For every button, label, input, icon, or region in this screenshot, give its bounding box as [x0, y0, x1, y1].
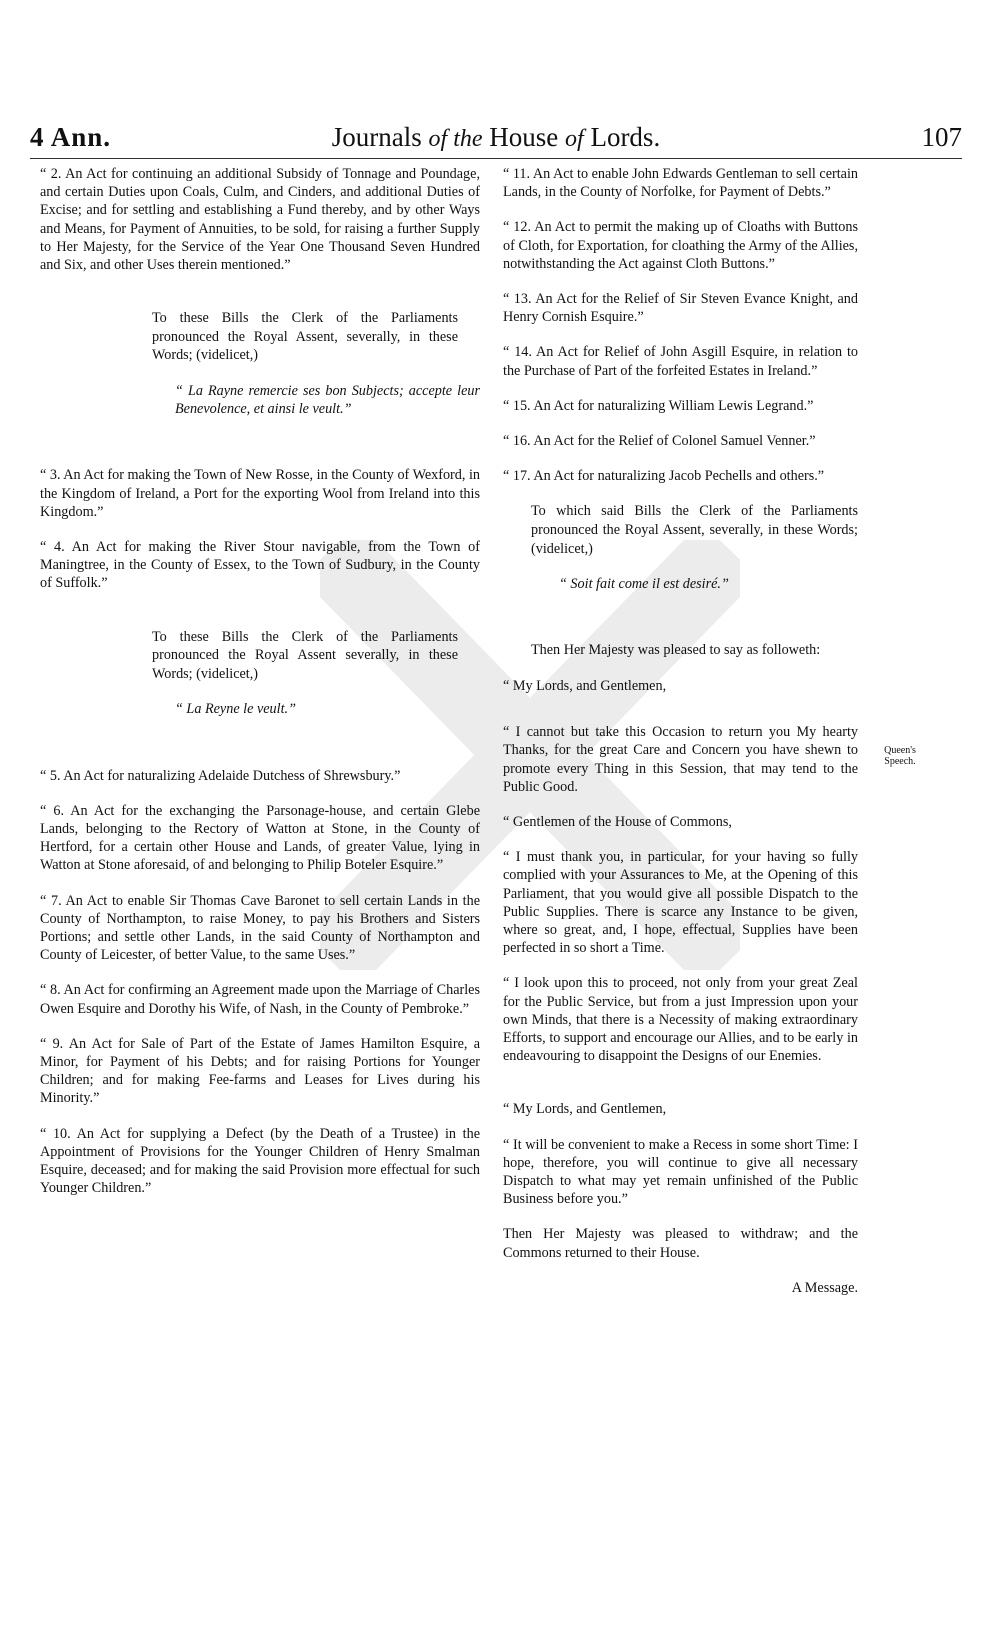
royal-assent-formula-2: “ La Reyne le veult.” [175, 701, 296, 718]
catchword: A Message. [791, 1279, 858, 1296]
title-of: of [565, 126, 584, 152]
act-4: “ 4. An Act for making the River Stour navigable, from the Town of Maningtree, in the County of Essex, to the Town of Sudbury, in the County of Suffolk.” [40, 539, 480, 592]
royal-assent-note-2: To these Bills the Clerk of the Parliaments pronounced the Royal Assent severally, in these Words; (videlicet,) [152, 628, 458, 682]
title-journals: Journals [331, 122, 422, 152]
majesty-speaks: Then Her Majesty was pleased to say as followeth: [531, 642, 821, 659]
address-lords-1: “ My Lords, and Gentlemen, [503, 678, 667, 695]
act-2: “ 2. An Act for continuing an additional Subsidy of Tonnage and Poundage, and certain Duties upon Coals, Culm, and Cinders, and additional Duties of Excise; and for settling and establishing a Fund thereby, and by other Ways and Means, for Payment of Annuities, to be sold, for raising a further Supply to Her Majesty, for the Service of the Year One Thousand Seven Hundred and Six, and other Uses therein mentioned.” [40, 166, 480, 274]
page-number: 107 [921, 122, 962, 152]
royal-assent-note-3: To which said Bills the Clerk of the Parliaments pronounced the Royal Assent, severally, in these Words; (videlicet,) [531, 503, 858, 557]
margin-note-queens-speech: Queen's Speech. [884, 745, 916, 767]
regnal-year: 4 Ann. [30, 122, 112, 152]
address-lords-2: “ My Lords, and Gentlemen, [503, 1101, 667, 1118]
act-7: “ 7. An Act to enable Sir Thomas Cave Baronet to sell certain Lands in the County of Northampton, to raise Money, to pay his Brothers and Sisters Portions; and settle other Lands, in the said County of Northampton and County of Leicester, of better Value, to the same Uses.” [40, 892, 480, 964]
title-house: House [489, 122, 559, 152]
speech-paragraph-1: “ I cannot but take this Occasion to return you My hearty Thanks, for the great Care and Concern you have shewn to promote every Thing in this Session, that may tend to the Public Good. [503, 724, 858, 795]
act-16: “ 16. An Act for the Relief of Colonel Samuel Venner.” [503, 433, 816, 450]
royal-assent-formula-1: “ La Rayne remercie ses bon Subjects; accepte leur Benevolence, et ainsi le veult.” [175, 383, 480, 418]
act-17: “ 17. An Act for naturalizing Jacob Pechells and others.” [503, 468, 825, 485]
title-lords: Lords. [590, 122, 661, 152]
header-rule [30, 158, 962, 159]
page-header [30, 122, 962, 162]
act-5: “ 5. An Act for naturalizing Adelaide Dutchess of Shrewsbury.” [40, 767, 401, 784]
royal-assent-formula-3: “ Soit fait come il est desiré.” [559, 576, 729, 593]
speech-paragraph-2: “ I must thank you, in particular, for your having so fully complied with your Assurances to Me, at the Opening of this Parliament, that you would give all possible Dispatch to the Public Supplies. There is scarce any Instance to be given, where so great, and, I hope, effectual, Supplies have been perfected in so short a Time. [503, 849, 858, 957]
address-commons: “ Gentlemen of the House of Commons, [503, 814, 732, 831]
speech-paragraph-4: “ It will be convenient to make a Recess in some short Time: I hope, therefore, you will continue to give all necessary Dispatch to what may yet remain unfinished of the Public Business before you.” [503, 1136, 858, 1208]
withdraw-note: Then Her Majesty was pleased to withdraw; and the Commons returned to their House. [503, 1226, 858, 1261]
act-8: “ 8. An Act for confirming an Agreement made upon the Marriage of Charles Owen Esquire and Dorothy his Wife, of Nash, in the County of Pembroke.” [40, 982, 480, 1017]
act-3: “ 3. An Act for making the Town of New Rosse, in the County of Wexford, in the Kingdom of Ireland, a Port for the exporting Wool from Ireland into this Kingdom.” [40, 467, 480, 520]
running-title [30, 122, 962, 153]
act-6: “ 6. An Act for the exchanging the Parsonage-house, and certain Glebe Lands, belonging to the Rectory of Watton at Stone, in the County of Hertford, for a certain other House and Lands, of greater Value, lying in Watton at Stone aforesaid, of and belonging to Philip Boteler Esquire.” [40, 802, 480, 874]
royal-assent-note-1: To these Bills the Clerk of the Parliaments pronounced the Royal Assent, severally, in these Words; (videlicet,) [152, 310, 458, 364]
title-of-the: of the [428, 126, 483, 152]
act-13: “ 13. An Act for the Relief of Sir Steven Evance Knight, and Henry Cornish Esquire.” [503, 291, 858, 326]
speech-paragraph-3: “ I look upon this to proceed, not only from your great Zeal for the Public Service, but from a just Impression upon your own Minds, that there is a Necessity of making extraordinary Efforts, to support and encourage our Allies, and to be early in endeavouring to disappoint the Designs of our Enemies. [503, 975, 858, 1065]
act-12: “ 12. An Act to permit the making up of Cloaths with Buttons of Cloth, for Exportation, for cloathing the Army of the Allies, notwithstanding the Act against Cloth Buttons.” [503, 219, 858, 272]
left-column [40, 165, 480, 1214]
right-column [503, 165, 858, 1314]
act-14: “ 14. An Act for Relief of John Asgill Esquire, in relation to the Purchase of Part of the forfeited Estates in Ireland.” [503, 344, 858, 379]
act-15: “ 15. An Act for naturalizing William Lewis Legrand.” [503, 397, 814, 414]
act-10: “ 10. An Act for supplying a Defect (by the Death of a Trustee) in the Appointment of Provisions for the Younger Children of Henry Smalman Esquire, deceased; and for making the said Provision more effectual for such Younger Children.” [40, 1125, 480, 1197]
act-9: “ 9. An Act for Sale of Part of the Estate of James Hamilton Esquire, a Minor, for Payment of his Debts; and for raising Portions for Younger Children; and for making Fee-farms and Leases for Lives during his Minority.” [40, 1035, 480, 1107]
act-11: “ 11. An Act to enable John Edwards Gentleman to sell certain Lands, in the County of Norfolke, for Payment of Debts.” [503, 166, 858, 201]
